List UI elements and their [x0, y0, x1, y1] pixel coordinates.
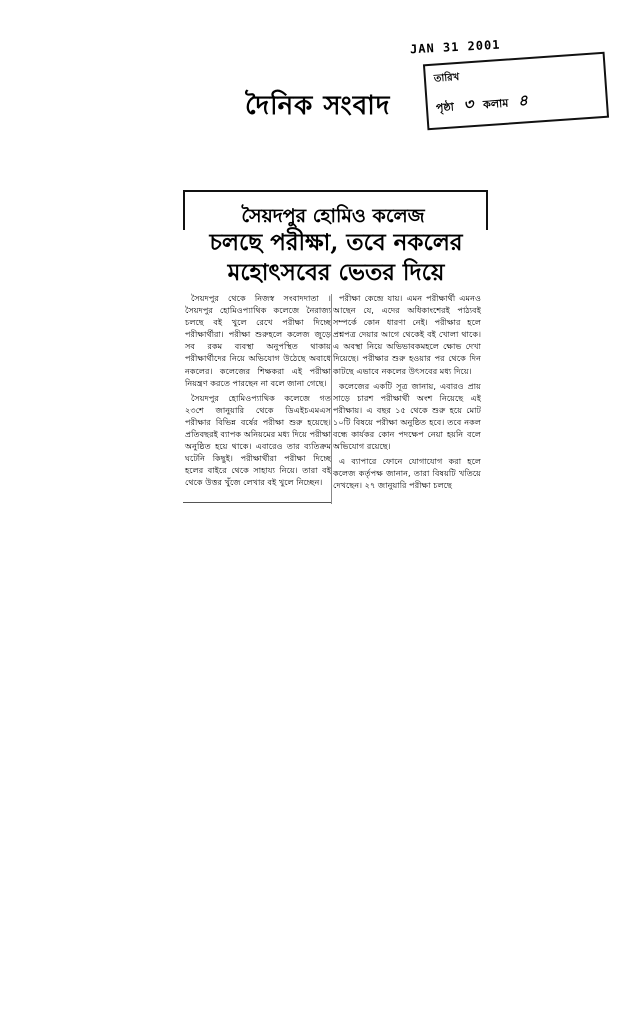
stamp-page-column-row: [435, 89, 535, 121]
article-headline: [189, 228, 483, 288]
left-paragraph-2: সৈয়দপুর হোমিওপ্যাথিক কলেজে গত ২৩শে জানুয়ারি থেকে ডিএইচএমএস পরীক্ষার বিভিন্ন বর্ষের পরীক্ষা শুরু হয়েছে। প্রতিবছরই ব্যাপক অনিয়মের মধ্য দিয়ে পরীক্ষা অনুষ্ঠিত হয়ে থাকে। এবারেও তার ব্যতিক্রম ঘটেনি কিছুই। পরীক্ষার্থীরা পরীক্ষা দিচ্ছে হলের বাইরে থেকে সাহায্য নিয়ে। তারা বই থেকে উত্তর খুঁজে লেখার বই খুলে নিচ্ছেন।: [185, 392, 331, 488]
news-clipping: [183, 190, 488, 510]
clipping-stamp-box: [423, 52, 609, 131]
left-paragraph-1: সৈয়দপুর থেকে নিজস্ব সংবাদদাতা । সৈয়দপুর হোমিওপ্যাথিক কলেজে নৈরাজ্য চলছে বই খুলে রেখে পরীক্ষা দিচ্ছে পরীক্ষার্থীরা। পরীক্ষা শুরুহলে কলেজ জুড়ে সব রকম ব্যবস্থা অনুপস্থিত থাকায় পরীক্ষার্থীদের নিয়ে অভিযোগ উঠেছে অবাধে নকলের। কলেজের শিক্ষকরা এই পরীক্ষা নিয়ন্ত্রণ করতে পারছেন না বলে জানা গেছে।: [185, 293, 331, 388]
headline-line-1: চলছে পরীক্ষা, তবে নকলের: [209, 229, 463, 256]
column-divider: [331, 294, 332, 504]
article-right-column: [333, 292, 481, 495]
article-left-column: [185, 292, 331, 492]
right-paragraph-2: কলেজের একটি সূত্র জানায়, এবারও প্রায় সাড়ে চারশ পরীক্ষার্থী অংশ নিয়েছে এই পরীক্ষায়। এ বছর ১৫ থেকে শুরু হয়ে মোট ১০টি বিষয়ে পরীক্ষা অনুষ্ঠিত হবে। তবে নকল বন্ধে কার্যকর কোন পদক্ষেপ নেয়া হয়নি বলে অভিযোগ রয়েছে।: [333, 380, 481, 452]
stamp-page-label: পৃষ্ঠা: [435, 100, 455, 115]
clipping-left-border: [183, 190, 185, 230]
headline-line-2: মহোৎসবের ভেতর দিয়ে: [227, 259, 445, 286]
article-kicker: সৈয়দপুর হোমিও কলেজ: [241, 205, 425, 227]
clipping-right-border: [486, 190, 488, 230]
left-column-end-rule: [183, 502, 331, 503]
stamp-column-label: কলাম: [482, 96, 509, 112]
right-paragraph-1: পরীক্ষা কেন্দ্রে যায়। এমন পরীক্ষার্থী এমনও আছেন যে, এদের অধিকাংশেরই পাঠ্যবই সম্পর্কে কোন ধারণা নেই। পরীক্ষার হলে প্রশ্নপত্র দেয়ার আগে থেকেই বই খোলা থাকে। এ অবস্থা নিয়ে অভিভাবকমহলে ক্ষোভ দেখা দিয়েছে। পরীক্ষার শুরু হওয়ার পর থেকে দিন কাটছে এভাবে নকলের উৎসবের মধ্য দিয়ে।: [333, 293, 481, 376]
date-stamp: JAN 31 2001: [409, 37, 501, 57]
right-paragraph-3: এ ব্যাপারে ফোনে যোগাযোগ করা হলে কলেজ কর্তৃপক্ষ জানান, তারা বিষয়টি খতিয়ে দেখছেন। ২৭ জানুয়ারি পরীক্ষা চলছে: [333, 456, 481, 491]
clipping-top-border: [183, 190, 488, 192]
stamp-column-value: ৪: [517, 91, 529, 110]
newspaper-masthead: দৈনিক সংবাদ: [245, 91, 391, 121]
stamp-date-label: তারিখ: [433, 71, 460, 85]
stamp-page-value: ৩: [462, 95, 474, 114]
